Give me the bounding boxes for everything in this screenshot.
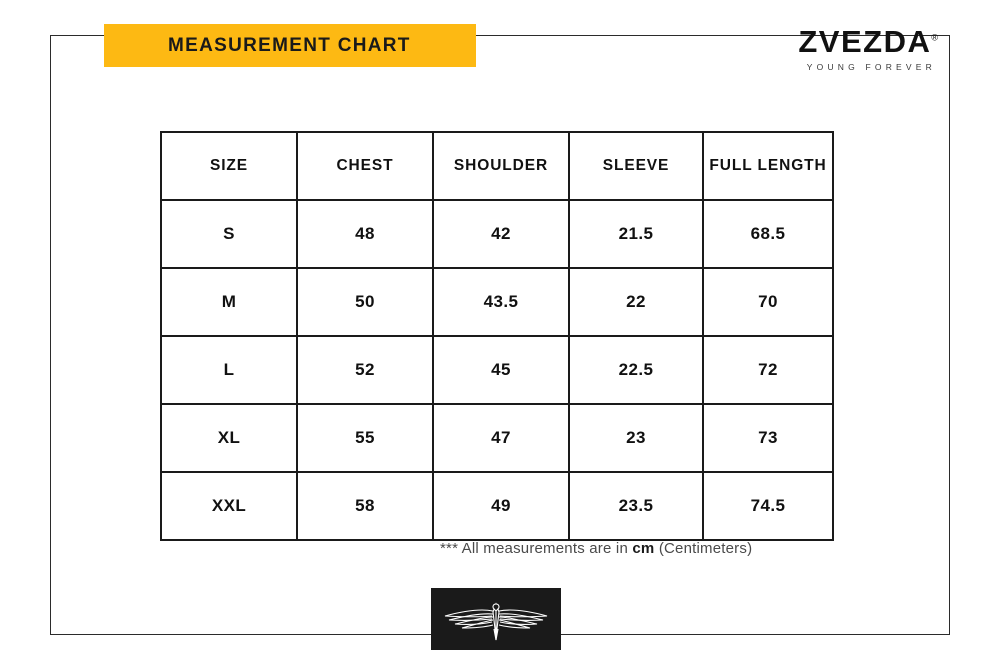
cell-chest: 52 (297, 336, 433, 404)
eagle-icon (437, 595, 555, 643)
note-asterisks: *** (440, 540, 462, 557)
cell-size: XXL (161, 472, 297, 540)
eagle-emblem (431, 588, 561, 650)
cell-chest: 58 (297, 472, 433, 540)
measurement-table-wrapper (160, 131, 832, 541)
column-header-sleeve: SLEEVE (569, 132, 703, 200)
cell-shoulder: 42 (433, 200, 569, 268)
cell-sleeve: 23 (569, 404, 703, 472)
column-header-size: SIZE (161, 132, 297, 200)
cell-chest: 50 (297, 268, 433, 336)
cell-chest: 55 (297, 404, 433, 472)
cell-full-length: 72 (703, 336, 833, 404)
cell-size: M (161, 268, 297, 336)
brand-name-text: ZVEZDA (798, 24, 932, 59)
table-header-row (161, 132, 833, 200)
page-title: MEASUREMENT CHART (168, 34, 411, 56)
brand-tagline: YOUNG FOREVER (806, 62, 936, 72)
table-row (161, 404, 833, 472)
cell-sleeve: 22 (569, 268, 703, 336)
column-header-shoulder: SHOULDER (433, 132, 569, 200)
brand-logo (678, 26, 938, 72)
cell-size: S (161, 200, 297, 268)
column-header-chest: CHEST (297, 132, 433, 200)
note-suffix: (Centimeters) (654, 540, 753, 557)
measurement-table (160, 131, 834, 541)
title-banner (104, 24, 476, 67)
cell-full-length: 73 (703, 404, 833, 472)
cell-full-length: 68.5 (703, 200, 833, 268)
cell-shoulder: 49 (433, 472, 569, 540)
cell-shoulder: 45 (433, 336, 569, 404)
cell-chest: 48 (297, 200, 433, 268)
cell-sleeve: 21.5 (569, 200, 703, 268)
measurement-unit-note (440, 540, 752, 557)
cell-sleeve: 23.5 (569, 472, 703, 540)
cell-full-length: 70 (703, 268, 833, 336)
registered-trademark-icon: ® (931, 32, 938, 43)
cell-size: L (161, 336, 297, 404)
cell-sleeve: 22.5 (569, 336, 703, 404)
cell-shoulder: 47 (433, 404, 569, 472)
cell-shoulder: 43.5 (433, 268, 569, 336)
cell-size: XL (161, 404, 297, 472)
note-unit: cm (632, 540, 655, 557)
note-prefix: All measurements are in (461, 540, 633, 557)
cell-full-length: 74.5 (703, 472, 833, 540)
table-row (161, 336, 833, 404)
table-row (161, 268, 833, 336)
table-row (161, 472, 833, 540)
brand-name (798, 26, 938, 57)
column-header-full-length: FULL LENGTH (703, 132, 833, 200)
table-row (161, 200, 833, 268)
